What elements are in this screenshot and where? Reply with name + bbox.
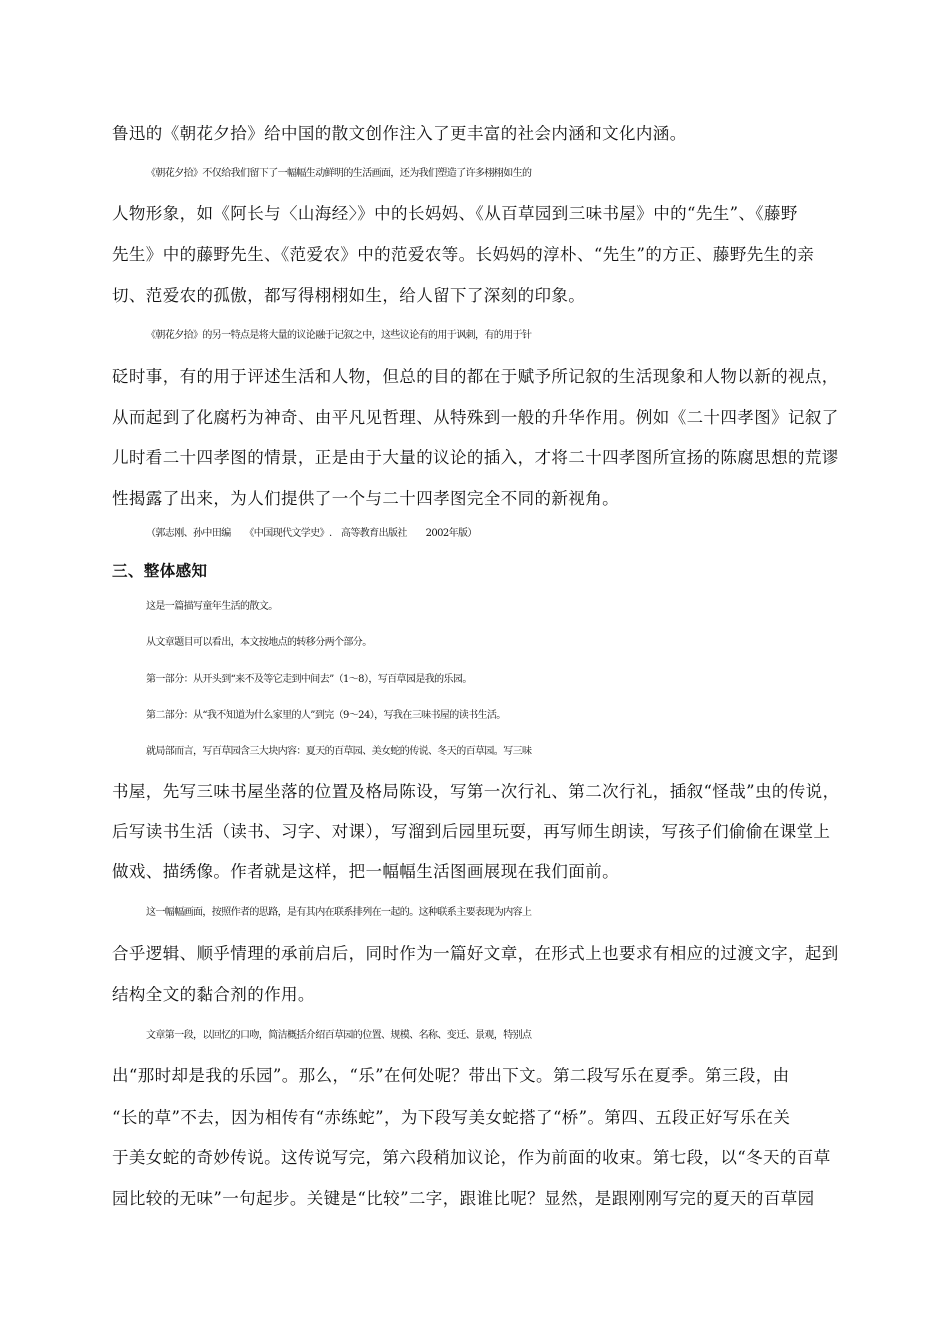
text-line: 鲁迅的《朝花夕拾》给中国的散文创作注入了更丰富的社会内涵和文化内涵。 [112,124,687,143]
citation: （郭志刚、孙中田编 《中国现代文学史》. 高等教育出版社 2002年版） [146,528,477,539]
text-line: 人物形象，如《阿长与〈山海经〉》中的长妈妈、《从百草园到三味书屋》中的“先生”、《藤野 [112,204,798,223]
text-line: 书屋，先写三味书屋坐落的位置及格局陈设，写第一次行礼、第二次行礼，插叙“怪哉”虫的传说， [112,782,840,801]
text-line: 后写读书生活（读书、习字、对课），写溜到后园里玩耍，再写师生朗读，写孩子们偷偷在课堂上 [112,822,831,841]
text-line: 《朝花夕拾》的另一特点是将大量的议论融于记叙之中，这些议论有的用于讽刺，有的用于针 [146,330,532,341]
text-line: 切、范爱农的孤傲，都写得栩栩如生，给人留下了深刻的印象。 [112,286,586,305]
text-line: 就局部而言，写百草园含三大块内容：夏天的百草园、美女蛇的传说、冬天的百草园。写三味 [146,746,532,757]
text-line: 从而起到了化腐朽为神奇、由平凡见哲理、从特殊到一般的升华作用。例如《二十四孝图》记叙了 [112,408,839,427]
text-line: 《朝花夕拾》不仅给我们留下了一幅幅生动鲜明的生活画面，还为我们塑造了许多栩栩如生的 [146,168,532,179]
text-line: 性揭露了出来，为人们提供了一个与二十四孝图完全不同的新视角。 [112,489,619,508]
section-heading: 三、整体感知 [112,562,208,580]
text-line: 从文章题目可以看出，本文按地点的转移分两个部分。 [146,637,372,648]
text-line: 做戏、描绣像。作者就是这样，把一幅幅生活图画展现在我们面前。 [112,862,619,881]
text-line: 这是一篇描写童年生活的散文。 [146,601,278,612]
text-line: 先生》中的藤野先生、《范爱农》中的范爱农等。长妈妈的淳朴、“先生”的方正、藤野先生的亲 [112,245,815,264]
text-line: 这一幅幅画面，按照作者的思路，是有其内在联系排列在一起的。这种联系主要表现为内容上 [146,907,532,918]
text-line: 儿时看二十四孝图的情景，正是由于大量的议论的插入，才将二十四孝图所宣扬的陈腐思想的荒谬 [112,448,839,467]
text-line: 合乎逻辑、顺乎情理的承前启后，同时作为一篇好文章，在形式上也要求有相应的过渡文字，起到 [112,944,839,963]
text-line: 砭时事，有的用于评述生活和人物，但总的目的都在于赋予所记叙的生活现象和人物以新的视点， [112,367,839,386]
text-line: 第一部分：从开头到“来不及等它走到中间去”（1～8），写百草园是我的乐园。 [146,674,472,685]
text-line: 第二部分：从“我不知道为什么家里的人”到完（9～24），写我在三味书屋的读书生活。 [146,710,506,721]
text-line: 出“那时却是我的乐园”。那么，“乐”在何处呢？带出下文。第二段写乐在夏季。第三段，由 [112,1066,790,1085]
text-line: 结构全文的黏合剂的作用。 [112,985,315,1004]
text-line: 园比较的无味”一句起步。关键是“比较”二字，跟谁比呢？显然，是跟刚刚写完的夏天的百草园 [112,1189,815,1208]
text-line: “长的草”不去，因为相传有“赤练蛇”，为下段写美女蛇搭了“桥”。第四、五段正好写乐在关 [112,1108,791,1127]
text-line: 于美女蛇的奇妙传说。这传说写完，第六段稍加议论，作为前面的收束。第七段，以“冬天的百草 [112,1148,831,1167]
text-line: 文章第一段，以回忆的口吻，简洁概括介绍百草园的位置、规模、名称、变迁、景观，特别点 [146,1030,532,1041]
